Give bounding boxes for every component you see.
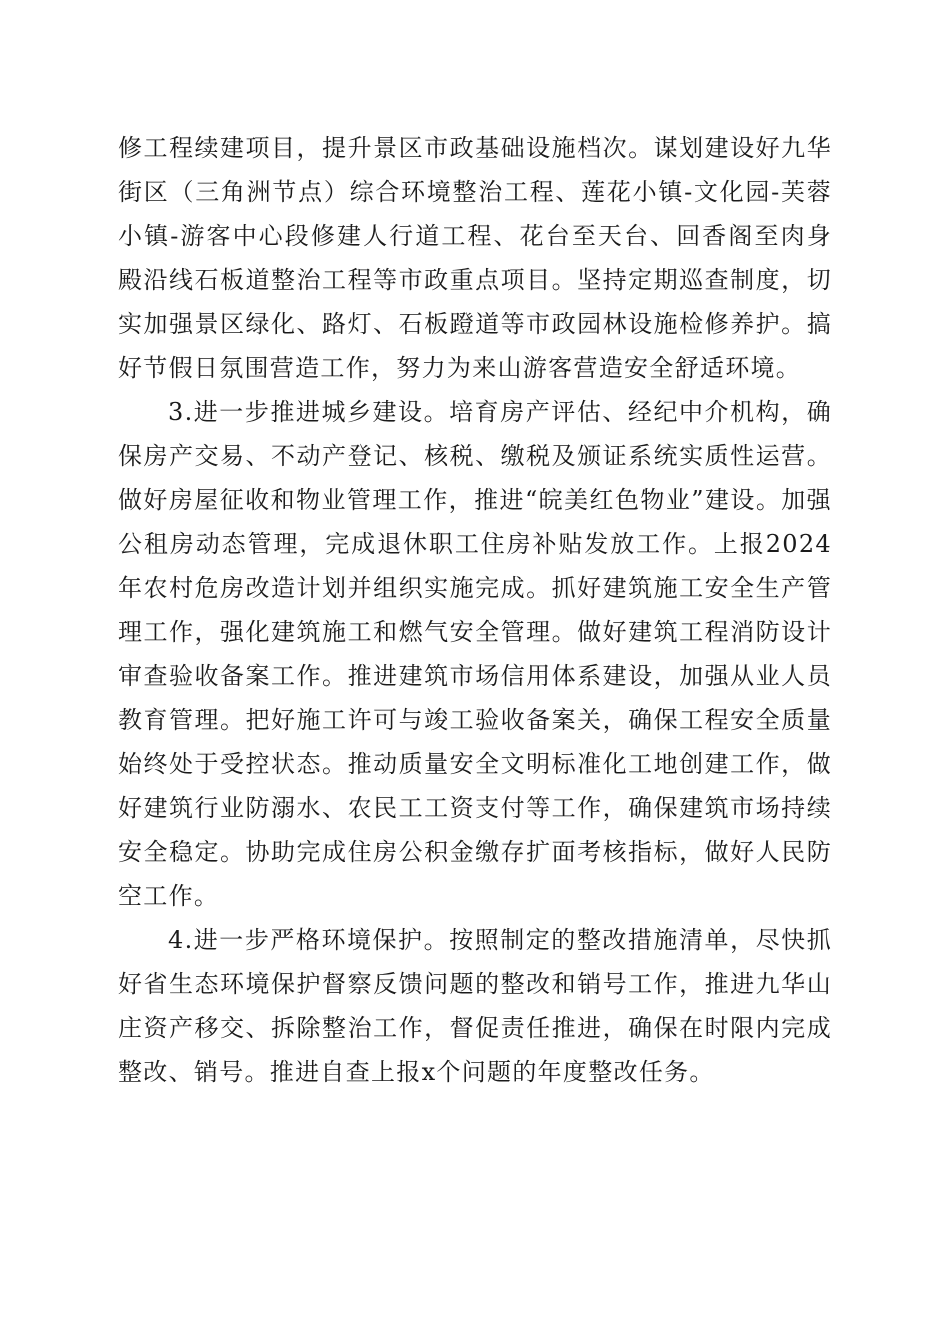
paragraph-continuation: 修工程续建项目，提升景区市政基础设施档次。谋划建设好九华街区（三角洲节点）综合环境整治工程、莲花小镇-文化园-芙蓉小镇-游客中心段修建人行道工程、花台至天台、回香阁至肉身殿沿线石板道整治工程等市政重点项目。坚持定期巡查制度，切实加强景区绿化、路灯、石板蹬道等市政园林设施检修养护。搞好节假日氛围营造工作，努力为来山游客营造安全舒适环境。 bbox=[118, 134, 832, 382]
paragraph-urban-rural-construction: 3.进一步推进城乡建设。培育房产评估、经纪中介机构，确保房产交易、不动产登记、核税、缴税及颁证系统实质性运营。做好房屋征收和物业管理工作，推进“皖美红色物业”建设。加强公租房动态管理，完成退休职工住房补贴发放工作。上报2024年农村危房改造计划并组织实施完成。抓好建筑施工安全生产管理工作，强化建筑施工和燃气安全管理。做好建筑工程消防设计审查验收备案工作。推进建筑市场信用体系建设，加强从业人员教育管理。把好施工许可与竣工验收备案关，确保工程安全质量始终处于受控状态。推动质量安全文明标准化工地创建工作，做好建筑行业防溺水、农民工工资支付等工作，确保建筑市场持续安全稳定。协助完成住房公积金缴存扩面考核指标，做好人民防空工作。 bbox=[118, 398, 832, 910]
document-body bbox=[118, 126, 832, 1094]
paragraph-environmental-protection: 4.进一步严格环境保护。按照制定的整改措施清单，尽快抓好省生态环境保护督察反馈问题的整改和销号工作，推进九华山庄资产移交、拆除整治工作，督促责任推进，确保在时限内完成整改、销号。推进自查上报x个问题的年度整改任务。 bbox=[118, 926, 832, 1086]
